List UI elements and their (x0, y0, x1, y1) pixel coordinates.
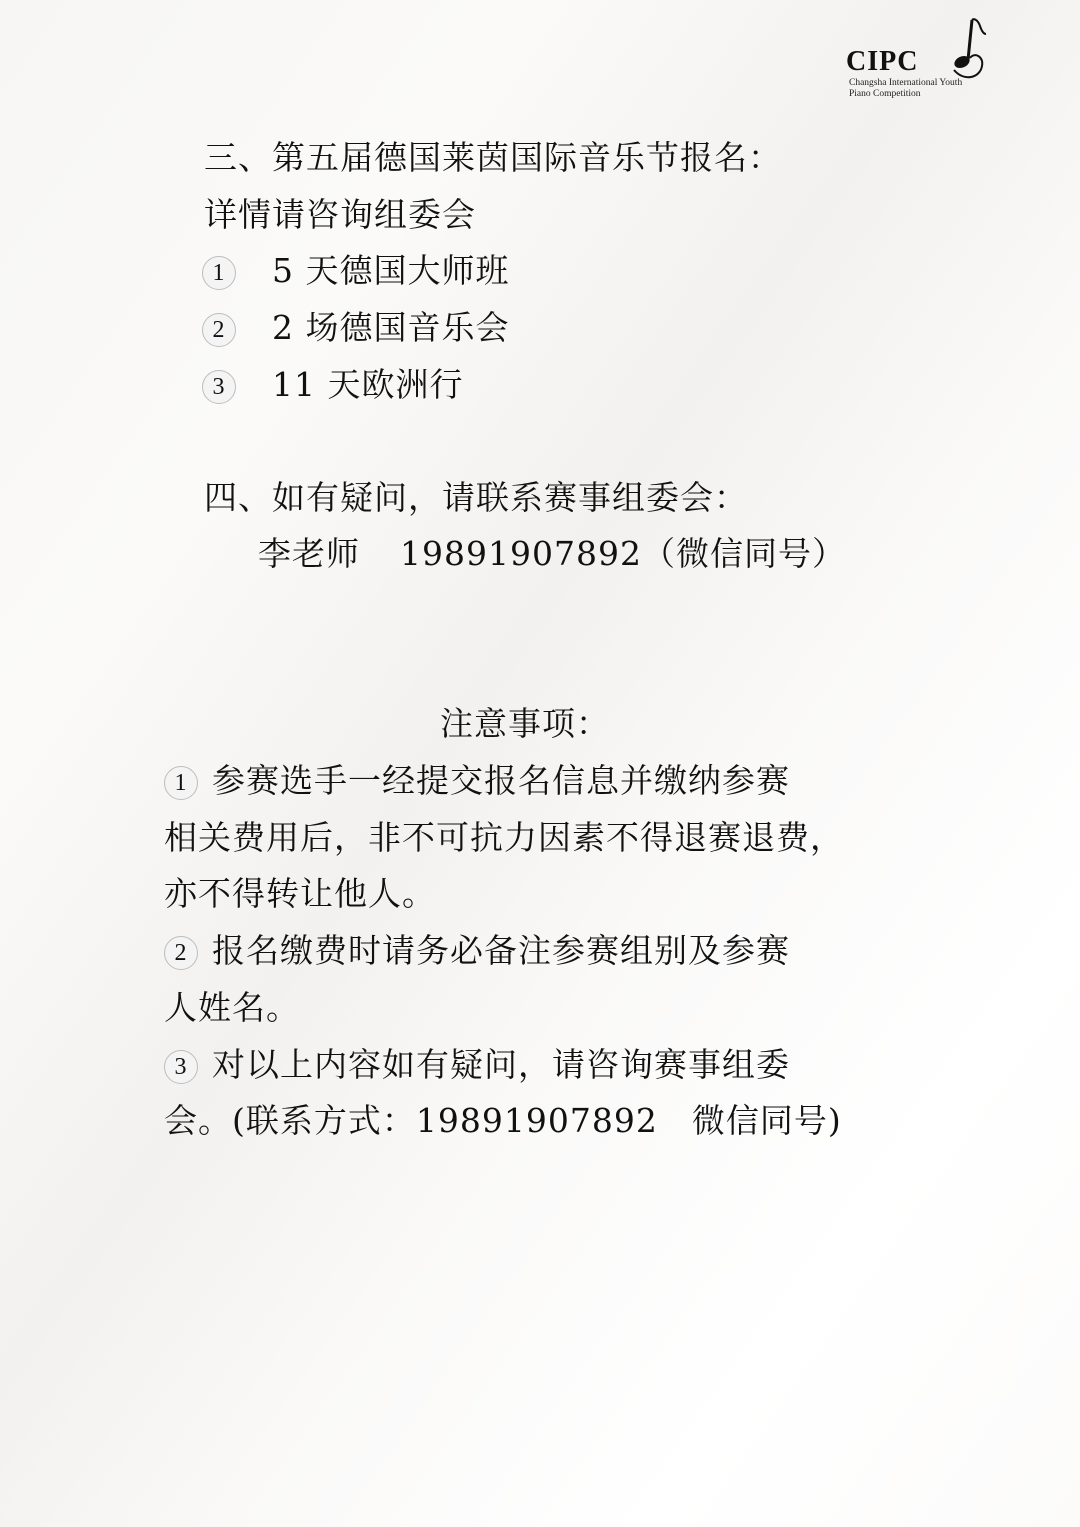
contact-phone: 19891907892（微信同号） (400, 534, 846, 573)
circled-number-2-icon: 2 (164, 936, 198, 970)
note-3-line-2: 会。(联系方式：19891907892 微信同号) (164, 1101, 842, 1140)
circled-number-1-icon: 1 (202, 256, 236, 290)
notes-title: 注意事项： (440, 704, 610, 743)
logo-wordmark: CIPC (846, 46, 919, 77)
section3-item-text: 2 场德国音乐会 (272, 308, 510, 347)
circled-number-1-icon: 1 (164, 766, 198, 800)
circled-number-3-icon: 3 (202, 370, 236, 404)
section3-item-text: 5 天德国大师班 (272, 251, 510, 290)
note-text: 对以上内容如有疑问，请咨询赛事组委 (212, 1045, 790, 1084)
cipc-logo (846, 16, 996, 100)
section3-item-1 (202, 251, 510, 290)
logo-subtitle-line2: Piano Competition (849, 89, 921, 99)
section3-subtitle: 详情请咨询组委会 (204, 195, 476, 234)
section3-item-text: 11 天欧洲行 (272, 365, 464, 404)
note-text: 参赛选手一经提交报名信息并缴纳参赛 (212, 761, 790, 800)
section4-contact (258, 534, 846, 573)
note-1-line-1 (164, 761, 790, 800)
section4-title: 四、如有疑问，请联系赛事组委会： (204, 478, 748, 517)
circled-number-3-icon: 3 (164, 1050, 198, 1084)
note-text: 报名缴费时请务必备注参赛组别及参赛 (212, 931, 790, 970)
contact-name: 李老师 (258, 534, 360, 573)
music-note-icon (944, 16, 990, 86)
note-2-line-1 (164, 931, 790, 970)
note-1-line-2: 相关费用后，非不可抗力因素不得退赛退费， (164, 818, 844, 857)
section3-item-2 (202, 308, 510, 347)
note-1-line-3: 亦不得转让他人。 (164, 874, 436, 913)
section3-item-3 (202, 365, 464, 404)
circled-number-2-icon: 2 (202, 313, 236, 347)
logo-subtitle-line1: Changsha International Youth (849, 78, 963, 88)
section3-title: 三、第五届德国莱茵国际音乐节报名： (204, 138, 782, 177)
note-3-line-1 (164, 1045, 790, 1084)
note-2-line-2: 人姓名。 (164, 988, 300, 1027)
